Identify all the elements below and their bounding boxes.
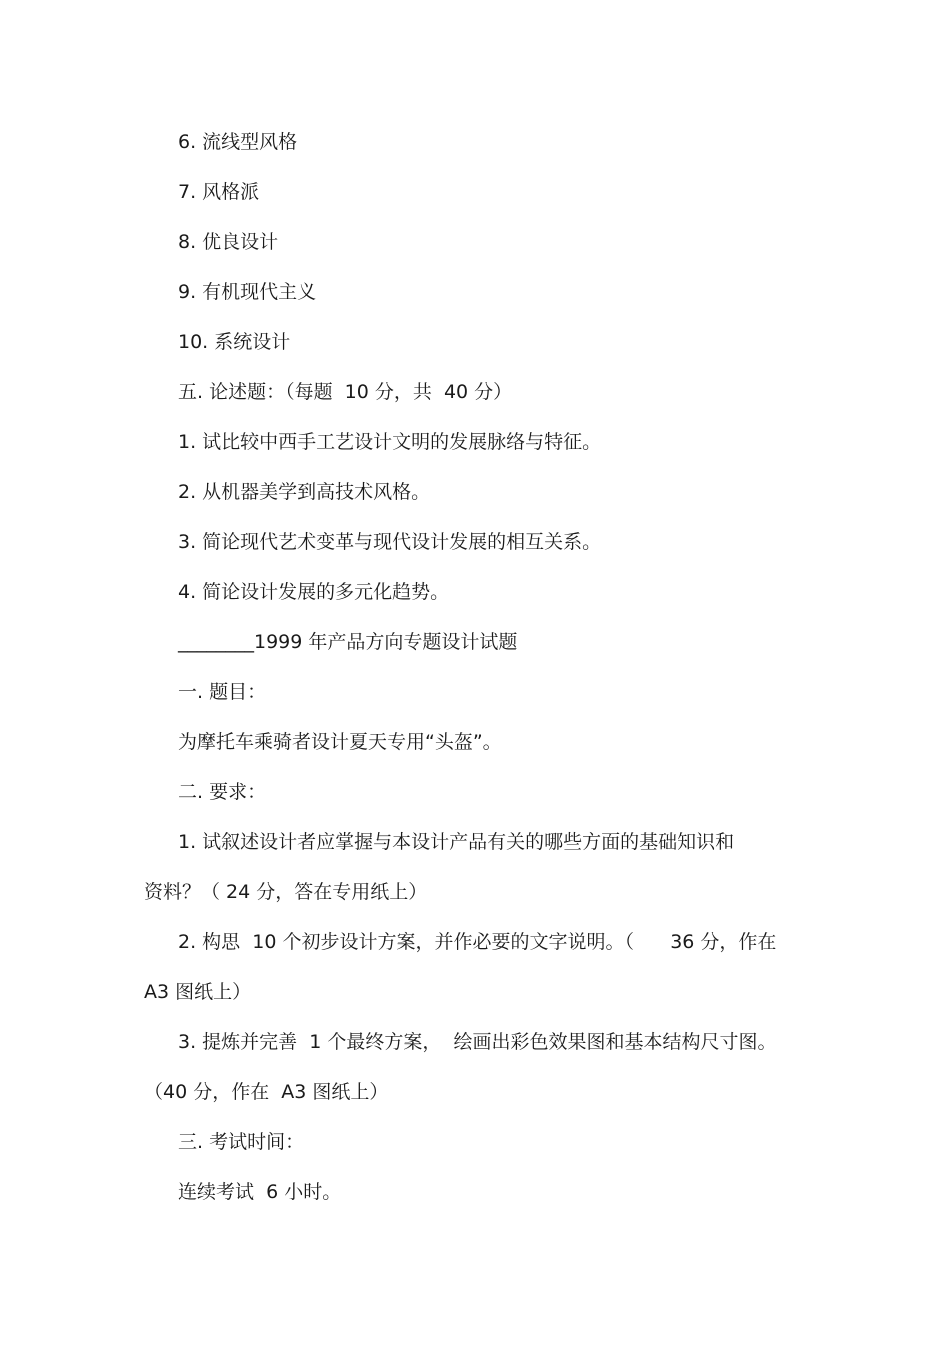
requirement-1-line-2: 资料？（ 24 分，答在专用纸上） — [144, 881, 428, 903]
essay-question-4: 4. 简论设计发展的多元化趋势。 — [178, 581, 450, 603]
requirement-1-line-1: 1. 试叙述设计者应掌握与本设计产品有关的哪些方面的基础知识和 — [178, 831, 735, 853]
requirement-2-line-1: 2. 构思 10 个初步设计方案，并作必要的文字说明。（ 36 分，作在 — [178, 931, 777, 953]
section-heading-requirements: 二. 要求： — [178, 781, 267, 803]
list-item-organic-modernism: 9. 有机现代主义 — [178, 281, 317, 303]
list-item-good-design: 8. 优良设计 — [178, 231, 279, 253]
requirement-3-line-1: 3. 提炼并完善 1 个最终方案， 绘画出彩色效果图和基本结构尺寸图。 — [178, 1031, 777, 1053]
list-item-system-design: 10. 系统设计 — [178, 331, 291, 353]
essay-question-3: 3. 简论现代艺术变革与现代设计发展的相互关系。 — [178, 531, 602, 553]
section-heading-exam-time: 三. 考试时间： — [178, 1131, 305, 1153]
exam-time-text: 连续考试 6 小时。 — [178, 1181, 342, 1203]
list-item-de-stijl: 7. 风格派 — [178, 181, 260, 203]
section-heading-topic: 一. 题目： — [178, 681, 267, 703]
essay-question-2: 2. 从机器美学到高技术风格。 — [178, 481, 431, 503]
exam-title: ________1999 年产品方向专题设计试题 — [178, 631, 518, 653]
section-heading-essay: 五. 论述题：（每题 10 分，共 40 分） — [178, 381, 513, 403]
topic-text: 为摩托车乘骑者设计夏天专用“头盔”。 — [178, 731, 502, 753]
essay-question-1: 1. 试比较中西手工艺设计文明的发展脉络与特征。 — [178, 431, 602, 453]
list-item-streamline-style: 6. 流线型风格 — [178, 131, 298, 153]
requirement-2-line-2: A3 图纸上） — [144, 981, 252, 1003]
requirement-3-line-2: （40 分，作在 A3 图纸上） — [144, 1081, 389, 1103]
